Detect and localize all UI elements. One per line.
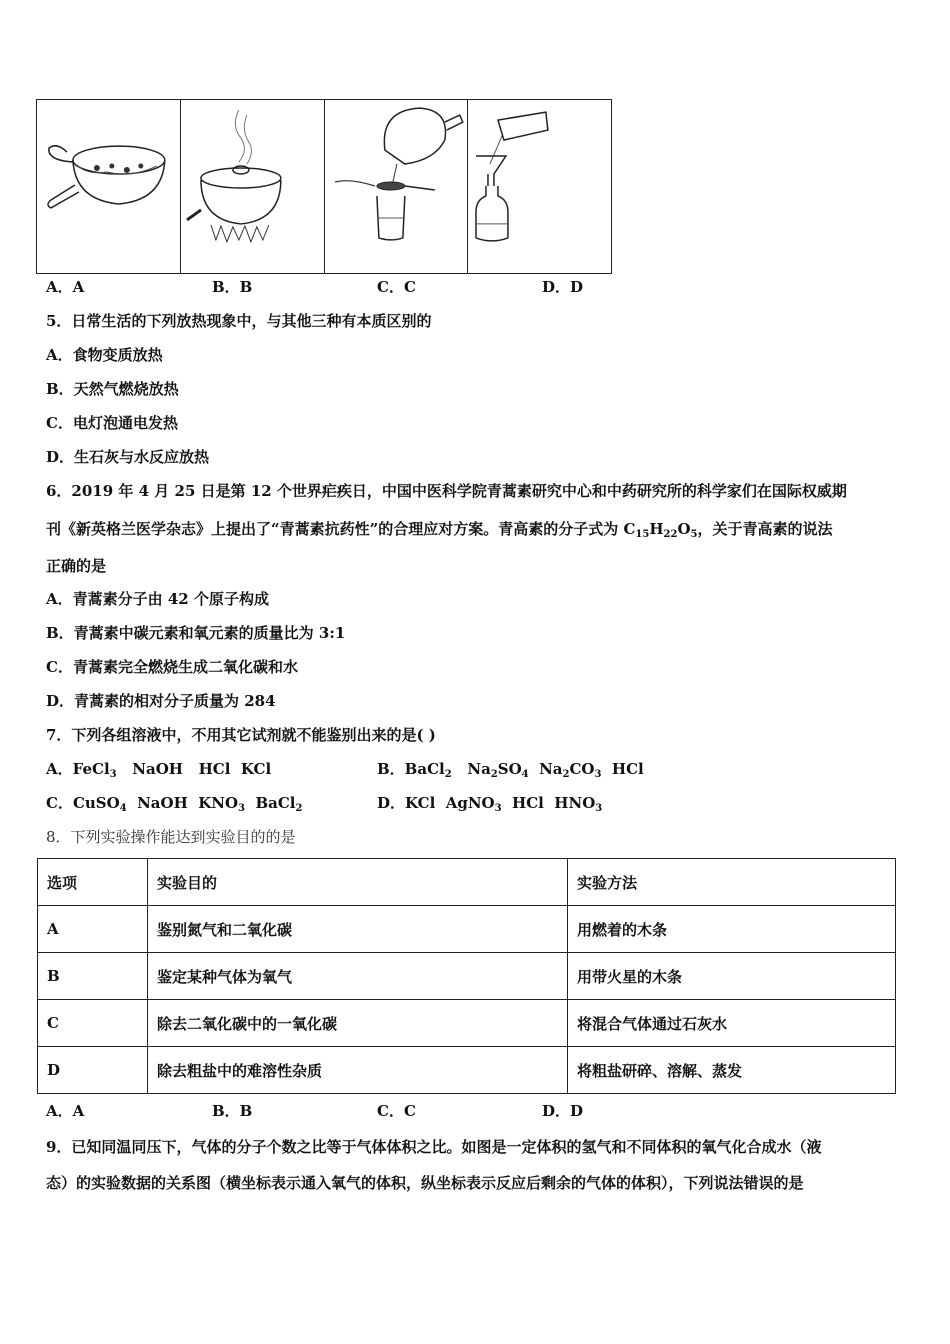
q8-option-a[interactable]: A．A — [46, 1102, 85, 1120]
figure-b — [181, 100, 325, 273]
q9-stem-line2: 态）的实验数据的关系图（横坐标表示通入氧气的体积，纵坐标表示反应后剩余的气体的体积），下列说法错误的是 — [46, 1174, 804, 1192]
pouring-into-funnel-icon — [468, 100, 611, 273]
q7-option-a[interactable]: A．FeCl$_3$ NaOH HCl KCl — [46, 760, 272, 780]
table-cell: 将混合气体通过石灰水 — [568, 1000, 896, 1047]
q8-table — [37, 858, 896, 1094]
q8-option-c[interactable]: C．C — [377, 1102, 416, 1120]
q8-stem: 8．下列实验操作能达到实验目的的是 — [46, 828, 296, 846]
q6-stem-line2: 刊《新英格兰医学杂志》上提出了“青蒿素抗药性”的合理应对方案。青高素的分子式为 $C_{15}H_{22}O_5$，关于青高素的说法 — [46, 520, 833, 540]
figure-d — [468, 100, 611, 273]
q5-option-a[interactable]: A．食物变质放热 — [46, 346, 163, 364]
q5-option-c[interactable]: C．电灯泡通电发热 — [46, 414, 178, 432]
q6-option-c[interactable]: C．青蒿素完全燃烧生成二氧化碳和水 — [46, 658, 298, 676]
q7-option-d[interactable]: D．KCl AgNO$_3$ HCl $HNO_3$ — [377, 794, 603, 814]
q6-stem-line3: 正确的是 — [46, 557, 107, 575]
q5-option-d[interactable]: D．生石灰与水反应放热 — [46, 448, 210, 466]
q7-stem: 7．下列各组溶液中，不用其它试剂就不能鉴别出来的是( ) — [46, 726, 436, 744]
table-cell: 鉴定某种气体为氧气 — [148, 953, 568, 1000]
pot-over-fire-icon — [181, 100, 324, 273]
q4-option-c[interactable]: C．C — [377, 278, 416, 296]
header-purpose: 实验目的 — [148, 859, 568, 906]
figure-c — [325, 100, 469, 273]
q6-option-d[interactable]: D．青蒿素的相对分子质量为 284 — [46, 692, 276, 710]
table-header-row — [38, 859, 896, 906]
table-cell: B — [38, 953, 148, 1000]
table-cell: 用燃着的木条 — [568, 906, 896, 953]
table-row — [38, 906, 896, 953]
table-row — [38, 1047, 896, 1094]
q6-stem-line1: 6．2019 年 4 月 25 日是第 12 个世界疟疾日，中国中医科学院青蒿素研究中心和中药研究所的科学家们在国际权威期 — [46, 482, 847, 500]
table-cell: C — [38, 1000, 148, 1047]
figure-a — [37, 100, 181, 273]
table-cell: 鉴别氮气和二氧化碳 — [148, 906, 568, 953]
table-cell: A — [38, 906, 148, 953]
q6-option-b[interactable]: B．青蒿素中碳元素和氧元素的质量比为 3:1 — [46, 624, 346, 642]
q5-stem: 5．日常生活的下列放热现象中，与其他三种有本质区别的 — [46, 312, 432, 330]
q4-option-a[interactable]: A．A — [46, 278, 85, 296]
q4-option-d[interactable]: D．D — [542, 278, 584, 296]
pouring-through-strainer-icon — [325, 100, 468, 273]
q5-option-b[interactable]: B．天然气燃烧放热 — [46, 380, 179, 398]
table-row — [38, 953, 896, 1000]
table-cell: 将粗盐研碎、溶解、蒸发 — [568, 1047, 896, 1094]
table-row — [38, 1000, 896, 1047]
q9-stem-line1: 9．已知同温同压下，气体的分子个数之比等于气体体积之比。如图是一定体积的氢气和不同体积的氧气化合成水（液 — [46, 1138, 822, 1156]
q8-option-b[interactable]: B．B — [212, 1102, 253, 1120]
table-cell: 除去二氧化碳中的一氧化碳 — [148, 1000, 568, 1047]
header-method: 实验方法 — [568, 859, 896, 906]
experiment-figures — [36, 99, 612, 274]
pot-with-vegetables-icon — [37, 100, 180, 273]
table-cell: 除去粗盐中的难溶性杂质 — [148, 1047, 568, 1094]
q6-option-a[interactable]: A．青蒿素分子由 42 个原子构成 — [46, 590, 269, 608]
table-cell: 用带火星的木条 — [568, 953, 896, 1000]
q4-option-b[interactable]: B．B — [212, 278, 253, 296]
q7-option-c[interactable]: C．CuSO$_4$ NaOH $KNO_3$ BaCl$_2$ — [46, 794, 303, 814]
header-option: 选项 — [38, 859, 148, 906]
table-cell: D — [38, 1047, 148, 1094]
q8-option-d[interactable]: D．D — [542, 1102, 584, 1120]
q7-option-b[interactable]: B．BaCl$_2$ $Na_2SO_4$ $Na_2CO_3$ HCl — [377, 760, 644, 780]
